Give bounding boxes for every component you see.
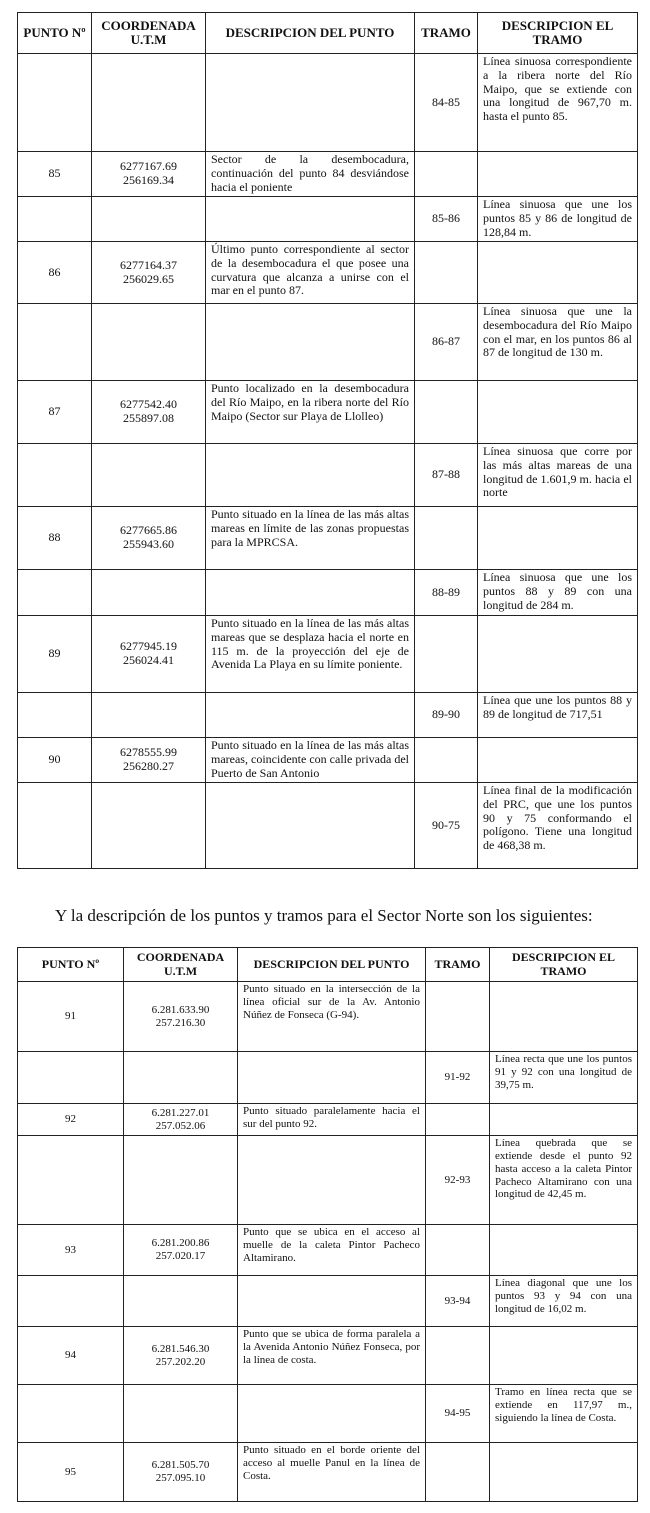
cell-tramo bbox=[415, 783, 478, 869]
cell-desc-punto bbox=[238, 1276, 426, 1327]
coord-east: 257.202.20 bbox=[155, 1355, 206, 1368]
punto-description: Punto situado paralelamente hacia el sur del punto 92. bbox=[243, 1105, 420, 1130]
cell-desc-punto bbox=[206, 444, 415, 507]
punto-description: Punto situado en la línea de las más altas mareas, coincidente con calle privada del Puerto de San Antonio bbox=[211, 738, 409, 780]
coord-north: 6277542.40 bbox=[120, 397, 177, 412]
cell-desc-punto bbox=[238, 1052, 426, 1104]
cell-tramo bbox=[415, 616, 478, 693]
punto-description: Sector de la desembocadura, continuación del punto 84 desviándose hacia el poniente bbox=[211, 152, 409, 194]
punto-number: 90 bbox=[48, 752, 61, 767]
coord-north: 6.281.227.01 bbox=[151, 1106, 210, 1119]
table-header-row bbox=[18, 948, 638, 982]
coord-east: 257.216.30 bbox=[155, 1016, 206, 1029]
cell-tramo bbox=[415, 444, 478, 507]
cell-coordenada bbox=[92, 738, 206, 783]
cell-tramo bbox=[415, 570, 478, 616]
cell-desc-tramo bbox=[478, 444, 638, 507]
table-row bbox=[18, 1225, 638, 1276]
tramo-description: Línea final de la modificación del PRC, que une los puntos 90 y 75 conformando el polígono. Tiene una longitud de 468,38 m. bbox=[483, 783, 632, 853]
cell-desc-tramo bbox=[478, 507, 638, 570]
cell-tramo bbox=[415, 693, 478, 738]
header-punto: PUNTO Nº bbox=[18, 948, 124, 982]
tramo-description: Tramo en línea recta que se extiende en 117,97 m., siguiendo la línea de Costa. bbox=[495, 1386, 632, 1424]
tramo-description: Línea sinuosa correspondiente a la ribera norte del Río Maipo, que se extiende con una longitud de 967,70 m. hasta el punto 85. bbox=[483, 54, 632, 124]
table-row bbox=[18, 783, 638, 869]
coord-north: 6.281.546.30 bbox=[151, 1342, 210, 1355]
cell-coordenada bbox=[92, 783, 206, 869]
tramo-id: 91-92 bbox=[444, 1071, 471, 1084]
cell-punto bbox=[18, 1327, 124, 1385]
cell-punto bbox=[18, 738, 92, 783]
cell-tramo bbox=[426, 1225, 490, 1276]
header-desc-punto: DESCRIPCION DEL PUNTO bbox=[238, 948, 426, 982]
punto-number: 92 bbox=[65, 1113, 76, 1126]
cell-tramo bbox=[415, 738, 478, 783]
table-row bbox=[18, 1052, 638, 1104]
cell-coordenada bbox=[92, 381, 206, 444]
punto-description: Punto situado en el borde oriente del acceso al muelle Panul en la línea de Costa. bbox=[243, 1444, 420, 1482]
cell-desc-punto bbox=[206, 304, 415, 381]
coord-east: 256280.27 bbox=[123, 759, 174, 773]
table-row bbox=[18, 507, 638, 570]
cell-coordenada bbox=[92, 570, 206, 616]
coord-east: 255897.08 bbox=[123, 411, 174, 425]
table-row bbox=[18, 1104, 638, 1136]
punto-number: 85 bbox=[48, 166, 61, 181]
tramo-id: 86-87 bbox=[432, 334, 460, 349]
cell-punto bbox=[18, 242, 92, 304]
table-row bbox=[18, 1385, 638, 1443]
coord-north: 6277665.86 bbox=[120, 523, 177, 538]
coord-north: 6.281.200.86 bbox=[151, 1237, 210, 1250]
tramo-id: 89-90 bbox=[432, 707, 460, 722]
header-punto: PUNTO Nº bbox=[18, 13, 92, 54]
header-coordenada: COORDENADA U.T.M bbox=[92, 13, 206, 54]
cell-punto bbox=[18, 1136, 124, 1225]
cell-tramo bbox=[426, 1327, 490, 1385]
cell-tramo bbox=[426, 1052, 490, 1104]
cell-punto bbox=[18, 783, 92, 869]
table-row bbox=[18, 444, 638, 507]
punto-description: Punto que se ubica en el acceso al muelle de la caleta Pintor Pacheco Altamirano. bbox=[243, 1226, 420, 1264]
cell-desc-tramo bbox=[478, 693, 638, 738]
tramo-id: 92-93 bbox=[444, 1173, 471, 1186]
cell-punto bbox=[18, 1104, 124, 1136]
coord-north: 6277164.37 bbox=[120, 257, 177, 272]
table-row bbox=[18, 197, 638, 242]
cell-punto bbox=[18, 1225, 124, 1276]
table-row bbox=[18, 152, 638, 197]
header-desc-tramo: DESCRIPCION EL TRAMO bbox=[490, 948, 638, 982]
table-row bbox=[18, 616, 638, 693]
intro-text: Y la descripción de los puntos y tramos para el Sector Norte son los siguientes: bbox=[55, 906, 593, 925]
cell-desc-tramo bbox=[490, 1052, 638, 1104]
cell-punto bbox=[18, 304, 92, 381]
table-row bbox=[18, 242, 638, 304]
cell-tramo bbox=[415, 304, 478, 381]
cell-coordenada bbox=[92, 444, 206, 507]
header-desc-punto: DESCRIPCION DEL PUNTO bbox=[206, 13, 415, 54]
cell-desc-tramo bbox=[478, 783, 638, 869]
cell-desc-tramo bbox=[478, 616, 638, 693]
cell-coordenada bbox=[92, 507, 206, 570]
table-sector-sur bbox=[17, 12, 638, 869]
coord-north: 6277167.69 bbox=[120, 159, 177, 174]
tramo-description: Línea sinuosa que une la desembocadura del Río Maipo con el mar, en los puntos 86 al 87 de longitud de 130 m. bbox=[483, 304, 632, 360]
coord-north: 6277945.19 bbox=[120, 639, 177, 654]
cell-tramo bbox=[426, 982, 490, 1052]
cell-desc-punto bbox=[206, 152, 415, 197]
punto-description: Punto que se ubica de forma paralela a la Avenida Antonio Núñez Fonseca, por la línea de costa. bbox=[243, 1328, 420, 1366]
cell-punto bbox=[18, 507, 92, 570]
cell-desc-tramo bbox=[490, 982, 638, 1052]
cell-punto bbox=[18, 152, 92, 197]
cell-punto bbox=[18, 54, 92, 152]
cell-coordenada bbox=[124, 982, 238, 1052]
coord-east: 255943.60 bbox=[123, 537, 174, 551]
cell-punto bbox=[18, 1276, 124, 1327]
tramo-id: 85-86 bbox=[432, 211, 460, 226]
cell-desc-punto bbox=[238, 1136, 426, 1225]
tramo-id: 87-88 bbox=[432, 467, 460, 482]
tramo-description: Línea sinuosa que une los puntos 85 y 86 de longitud de 128,84 m. bbox=[483, 197, 632, 239]
punto-description: Punto situado en la línea de las más altas mareas en límite de las zonas propuestas para la MPRCSA. bbox=[211, 507, 409, 549]
punto-number: 95 bbox=[65, 1465, 76, 1478]
cell-punto bbox=[18, 570, 92, 616]
cell-coordenada bbox=[92, 616, 206, 693]
cell-desc-punto bbox=[238, 982, 426, 1052]
cell-desc-tramo bbox=[478, 152, 638, 197]
cell-punto bbox=[18, 982, 124, 1052]
punto-number: 86 bbox=[48, 264, 61, 279]
cell-desc-punto bbox=[206, 242, 415, 304]
tramo-id: 88-89 bbox=[432, 584, 460, 599]
cell-desc-punto bbox=[206, 616, 415, 693]
cell-tramo bbox=[426, 1443, 490, 1502]
coord-east: 256024.41 bbox=[123, 653, 174, 667]
cell-desc-tramo bbox=[478, 381, 638, 444]
cell-punto bbox=[18, 616, 92, 693]
header-desc-tramo: DESCRIPCION EL TRAMO bbox=[478, 13, 638, 54]
table-row bbox=[18, 1327, 638, 1385]
table-row bbox=[18, 570, 638, 616]
cell-punto bbox=[18, 693, 92, 738]
cell-desc-punto bbox=[238, 1385, 426, 1443]
cell-desc-tramo bbox=[478, 197, 638, 242]
table-row bbox=[18, 738, 638, 783]
table-row bbox=[18, 1443, 638, 1502]
cell-tramo bbox=[415, 381, 478, 444]
cell-desc-punto bbox=[206, 783, 415, 869]
cell-desc-punto bbox=[206, 570, 415, 616]
cell-desc-punto bbox=[206, 197, 415, 242]
cell-tramo bbox=[415, 197, 478, 242]
punto-number: 91 bbox=[65, 1010, 76, 1023]
cell-tramo bbox=[426, 1276, 490, 1327]
cell-tramo bbox=[415, 152, 478, 197]
cell-desc-punto bbox=[206, 507, 415, 570]
cell-punto bbox=[18, 444, 92, 507]
cell-desc-tramo bbox=[478, 54, 638, 152]
punto-description: Punto situado en la línea de las más altas mareas que se desplaza hacia el norte en 115 m. de la proyección del eje de Avenida La Playa en su límite poniente. bbox=[211, 616, 409, 672]
tramo-description: Línea que une los puntos 88 y 89 de longitud de 717,51 bbox=[483, 693, 632, 721]
table-row bbox=[18, 1136, 638, 1225]
cell-coordenada bbox=[92, 242, 206, 304]
header-tramo: TRAMO bbox=[426, 948, 490, 982]
coord-east: 256169.34 bbox=[123, 173, 174, 187]
cell-coordenada bbox=[92, 693, 206, 738]
cell-coordenada bbox=[92, 54, 206, 152]
table-row bbox=[18, 304, 638, 381]
cell-tramo bbox=[426, 1385, 490, 1443]
cell-punto bbox=[18, 197, 92, 242]
header-tramo: TRAMO bbox=[415, 13, 478, 54]
cell-desc-punto bbox=[238, 1327, 426, 1385]
coord-north: 6.281.505.70 bbox=[151, 1459, 210, 1472]
punto-number: 87 bbox=[48, 404, 61, 419]
coord-east: 257.020.17 bbox=[155, 1250, 206, 1262]
punto-description: Último punto correspondiente al sector de la desembocadura el que posee una curvatura que alcanza a unirse con el mar en el punto 87. bbox=[211, 242, 409, 298]
coord-east: 256029.65 bbox=[123, 271, 174, 286]
cell-desc-punto bbox=[206, 693, 415, 738]
cell-tramo bbox=[415, 54, 478, 152]
table-row bbox=[18, 54, 638, 152]
tramo-description: Línea quebrada que se extiende desde el punto 92 hasta acceso a la caleta Pintor Pacheco Altamirano con una longitud de 42,45 m. bbox=[495, 1137, 632, 1201]
cell-desc-tramo bbox=[490, 1225, 638, 1276]
cell-punto bbox=[18, 1385, 124, 1443]
cell-punto bbox=[18, 1052, 124, 1104]
cell-desc-punto bbox=[238, 1104, 426, 1136]
cell-punto bbox=[18, 1443, 124, 1502]
tramo-id: 84-85 bbox=[432, 94, 460, 109]
cell-desc-tramo bbox=[490, 1443, 638, 1502]
tramo-description: Línea diagonal que une los puntos 93 y 94 con una longitud de 16,02 m. bbox=[495, 1277, 632, 1315]
table-sector-norte bbox=[17, 947, 638, 1502]
cell-coordenada bbox=[124, 1385, 238, 1443]
punto-description: Punto localizado en la desembocadura del Río Maipo, en la ribera norte del Río Maipo (Sector sur Playa de Llolleo) bbox=[211, 381, 409, 423]
cell-coordenada bbox=[92, 304, 206, 381]
punto-description: Punto situado en la intersección de la línea oficial sur de la Av. Antonio Núñez de Fonseca (G-94). bbox=[243, 983, 420, 1021]
cell-coordenada bbox=[124, 1225, 238, 1276]
table-row bbox=[18, 381, 638, 444]
cell-desc-tramo bbox=[478, 738, 638, 783]
punto-number: 94 bbox=[65, 1349, 76, 1362]
cell-coordenada bbox=[124, 1136, 238, 1225]
tramo-description: Línea sinuosa que corre por las más altas mareas de una longitud de 1.601,9 m. hacia el norte bbox=[483, 444, 632, 500]
tramo-id: 90-75 bbox=[432, 817, 460, 832]
cell-coordenada bbox=[92, 197, 206, 242]
cell-coordenada bbox=[124, 1276, 238, 1327]
table-row bbox=[18, 1276, 638, 1327]
cell-desc-tramo bbox=[478, 570, 638, 616]
cell-tramo bbox=[415, 507, 478, 570]
cell-desc-tramo bbox=[490, 1104, 638, 1136]
cell-tramo bbox=[426, 1136, 490, 1225]
punto-number: 88 bbox=[48, 530, 61, 545]
tramo-id: 93-94 bbox=[444, 1294, 471, 1307]
cell-desc-tramo bbox=[490, 1136, 638, 1225]
cell-desc-punto bbox=[206, 54, 415, 152]
coord-east: 257.052.06 bbox=[155, 1119, 206, 1132]
cell-desc-tramo bbox=[490, 1385, 638, 1443]
tramo-description: Línea sinuosa que une los puntos 88 y 89 con una longitud de 284 m. bbox=[483, 570, 632, 612]
cell-punto bbox=[18, 381, 92, 444]
cell-coordenada bbox=[92, 152, 206, 197]
cell-desc-punto bbox=[206, 381, 415, 444]
cell-coordenada bbox=[124, 1327, 238, 1385]
cell-desc-punto bbox=[238, 1443, 426, 1502]
cell-coordenada bbox=[124, 1443, 238, 1502]
cell-desc-tramo bbox=[478, 242, 638, 304]
tramo-id: 94-95 bbox=[444, 1407, 471, 1420]
table-row bbox=[18, 693, 638, 738]
punto-number: 93 bbox=[65, 1243, 76, 1256]
tramo-description: Línea recta que une los puntos 91 y 92 con una longitud de 39,75 m. bbox=[495, 1053, 632, 1091]
coord-east: 257.095.10 bbox=[155, 1472, 206, 1484]
cell-desc-punto bbox=[206, 738, 415, 783]
cell-coordenada bbox=[124, 1052, 238, 1104]
coord-north: 6.281.633.90 bbox=[151, 1003, 210, 1016]
table-row bbox=[18, 982, 638, 1052]
cell-tramo bbox=[426, 1104, 490, 1136]
cell-coordenada bbox=[124, 1104, 238, 1136]
table-header-row bbox=[18, 13, 638, 54]
coord-north: 6278555.99 bbox=[120, 745, 177, 760]
cell-desc-tramo bbox=[490, 1327, 638, 1385]
header-coordenada: COORDENADA U.T.M bbox=[124, 948, 238, 982]
cell-desc-tramo bbox=[478, 304, 638, 381]
cell-tramo bbox=[415, 242, 478, 304]
cell-desc-punto bbox=[238, 1225, 426, 1276]
cell-desc-tramo bbox=[490, 1276, 638, 1327]
punto-number: 89 bbox=[48, 646, 61, 661]
